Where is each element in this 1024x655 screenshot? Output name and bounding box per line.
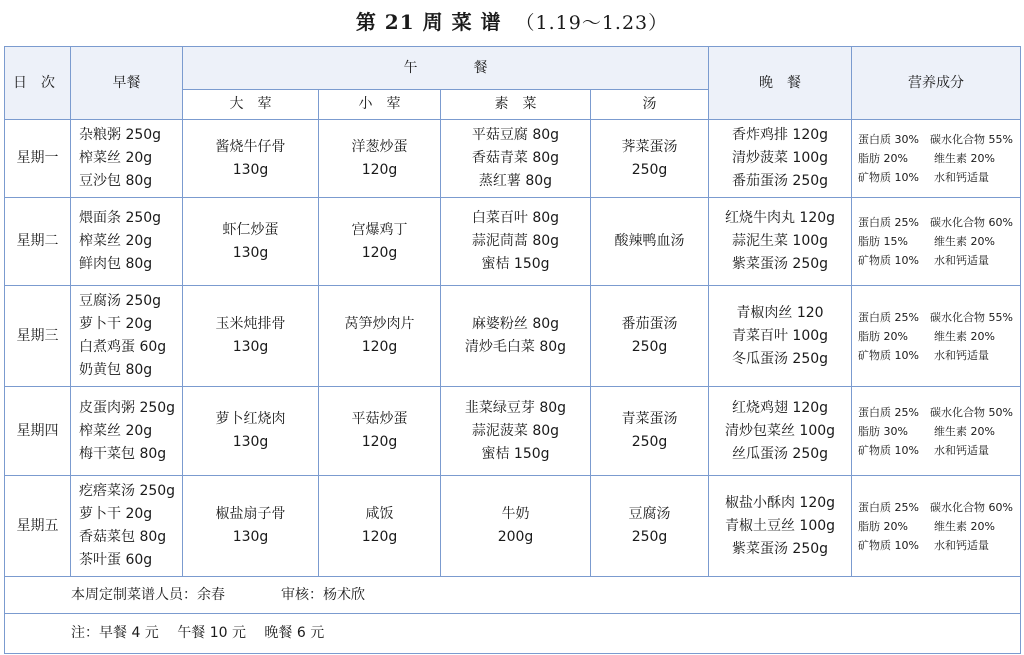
menu-item: 130g	[232, 161, 269, 178]
breakfast-cell	[71, 120, 183, 198]
header-small-meat: 小 荤	[319, 90, 441, 120]
vegetable-cell	[441, 387, 591, 476]
nutrient-value: 维生素 20%	[934, 235, 995, 248]
title-date-range: （1.19～1.23）	[515, 12, 669, 34]
nutrient-value: 脂肪 15%	[858, 235, 908, 248]
menu-item: 青菜百叶 100g	[731, 327, 829, 344]
menu-item: 青椒土豆丝 100g	[724, 517, 836, 534]
table-row	[5, 476, 1021, 577]
big-meat-cell	[183, 198, 319, 286]
day-cell: 星期一	[5, 120, 71, 198]
menu-item: 130g	[232, 339, 269, 355]
nutrition-row	[858, 251, 1020, 270]
menu-item: 萝卜干 20g	[79, 506, 153, 522]
header-soup: 汤	[591, 90, 709, 120]
menu-item: 玉米炖排骨	[215, 316, 286, 332]
menu-item: 煨面条 250g	[79, 210, 162, 226]
menu-item: 牛奶	[501, 506, 530, 522]
menu-item: 120g	[361, 434, 398, 450]
menu-item: 宫爆鸡丁	[351, 221, 408, 238]
small-meat-cell	[319, 286, 441, 387]
menu-item: 丝瓜蛋汤 250g	[731, 445, 829, 462]
menu-item: 酸辣鸭血汤	[614, 233, 685, 249]
menu-item: 蜜桔 150g	[481, 256, 550, 272]
vegetable-cell	[441, 198, 591, 286]
menu-item: 蒜泥菠菜 80g	[471, 422, 560, 439]
nutrient-value: 水和钙适量	[934, 348, 989, 362]
table-row	[5, 198, 1021, 286]
menu-item: 榨菜丝 20g	[79, 233, 153, 249]
menu-item: 130g	[232, 434, 269, 450]
nutrient-value: 水和钙适量	[934, 171, 989, 184]
nutrient-value: 水和钙适量	[934, 443, 989, 457]
breakfast-cell	[71, 286, 183, 387]
menu-item: 虾仁炒蛋	[222, 221, 279, 238]
vegetable-cell	[441, 286, 591, 387]
menu-item: 鲜肉包 80g	[79, 256, 153, 272]
nutrient-value: 蛋白质 25%	[858, 310, 919, 324]
nutrient-value: 碳水化合物 50%	[930, 405, 1013, 419]
menu-item: 豆腐汤 250g	[79, 293, 162, 309]
menu-body	[5, 120, 1021, 577]
menu-item: 豆沙包 80g	[79, 173, 153, 189]
nutrition-cell	[852, 120, 1021, 198]
weekly-menu-table	[4, 46, 1021, 654]
dinner-cell	[709, 286, 852, 387]
big-meat-cell	[183, 387, 319, 476]
nutrient-value: 脂肪 20%	[858, 329, 908, 343]
nutrient-value: 维生素 20%	[934, 424, 995, 438]
nutrient-value: 矿物质 10%	[858, 348, 919, 362]
menu-item: 120g	[361, 244, 398, 261]
nutrition-row	[858, 308, 1020, 327]
nutrition-row	[858, 498, 1020, 517]
menu-item: 椒盐扇子骨	[215, 506, 286, 522]
menu-item: 韭菜绿豆芽 80g	[464, 399, 567, 416]
day-cell: 星期三	[5, 286, 71, 387]
menu-item: 蒜泥茼蒿 80g	[471, 233, 560, 249]
menu-item: 250g	[631, 529, 668, 545]
nutrient-value: 碳水化合物 55%	[930, 133, 1013, 146]
menu-item: 蜜桔 150g	[481, 445, 550, 462]
nutrient-value: 矿物质 10%	[858, 538, 919, 552]
nutrient-value: 水和钙适量	[934, 254, 989, 267]
nutrient-value: 维生素 20%	[934, 152, 995, 165]
menu-item: 130g	[232, 529, 269, 545]
menu-item: 番茄蛋汤 250g	[731, 173, 829, 189]
header-lunch: 午 餐	[183, 47, 709, 90]
menu-item: 莴笋炒肉片	[344, 316, 415, 332]
menu-item: 120g	[361, 339, 398, 355]
nutrition-row	[858, 422, 1020, 441]
menu-item: 榨菜丝 20g	[79, 150, 153, 166]
nutrition-row	[858, 517, 1020, 536]
nutrition-row	[858, 346, 1020, 365]
menu-item: 青椒肉丝 120	[736, 304, 824, 321]
nutrient-value: 脂肪 20%	[858, 152, 908, 165]
header-vegetable: 素 菜	[441, 90, 591, 120]
menu-item: 清炒毛白菜 80g	[464, 339, 567, 355]
title-main: 第 21 周 菜 谱	[355, 10, 502, 34]
menu-item: 130g	[232, 244, 269, 261]
menu-item: 椒盐小酥肉 120g	[724, 494, 836, 511]
nutrient-value: 碳水化合物 55%	[930, 310, 1013, 324]
big-meat-cell	[183, 120, 319, 198]
soup-cell	[591, 198, 709, 286]
header-big-meat: 大 荤	[183, 90, 319, 120]
menu-item: 紫菜蛋汤 250g	[731, 256, 829, 272]
header-dinner: 晚 餐	[709, 47, 852, 120]
menu-item: 咸饭	[365, 506, 394, 522]
nutrient-value: 蛋白质 25%	[858, 405, 919, 419]
menu-item: 洋葱炒蛋	[351, 138, 408, 155]
menu-item: 香菇菜包 80g	[79, 529, 167, 545]
menu-item: 120g	[361, 529, 398, 545]
breakfast-cell	[71, 476, 183, 577]
nutrition-cell	[852, 387, 1021, 476]
dinner-cell	[709, 198, 852, 286]
big-meat-cell	[183, 286, 319, 387]
day-cell: 星期二	[5, 198, 71, 286]
small-meat-cell	[319, 387, 441, 476]
nutrition-row	[858, 232, 1020, 251]
menu-item: 萝卜干 20g	[79, 316, 153, 332]
menu-item: 清炒菠菜 100g	[731, 150, 829, 166]
menu-item: 皮蛋肉粥 250g	[79, 399, 176, 416]
menu-item: 梅干菜包 80g	[79, 445, 167, 462]
menu-item: 奶黄包 80g	[79, 362, 153, 378]
nutrient-value: 碳水化合物 60%	[930, 500, 1013, 514]
day-cell: 星期四	[5, 387, 71, 476]
menu-title	[0, 6, 1024, 35]
nutrient-value: 维生素 20%	[934, 329, 995, 343]
menu-item: 茶叶蛋 60g	[79, 552, 153, 568]
menu-item: 250g	[631, 339, 668, 355]
header-nutrition: 营养成分	[852, 47, 1021, 120]
small-meat-cell	[319, 476, 441, 577]
day-cell: 星期五	[5, 476, 71, 577]
nutrient-value: 蛋白质 30%	[858, 133, 919, 146]
nutrient-value: 脂肪 30%	[858, 424, 908, 438]
menu-item: 红烧牛肉丸 120g	[724, 210, 836, 226]
nutrient-value: 矿物质 10%	[858, 443, 919, 457]
menu-item: 250g	[631, 161, 668, 178]
vegetable-cell	[441, 476, 591, 577]
menu-item: 200g	[497, 529, 534, 545]
menu-item: 平菇炒蛋	[351, 411, 408, 427]
menu-item: 红烧鸡翅 120g	[731, 399, 829, 416]
nutrition-row	[858, 536, 1020, 555]
nutrition-cell	[852, 286, 1021, 387]
menu-item: 豆腐汤	[628, 506, 671, 522]
nutrition-row	[858, 403, 1020, 422]
soup-cell	[591, 476, 709, 577]
footer-price-note: 注：早餐 4 元 午餐 10 元 晚餐 6 元	[5, 614, 1021, 654]
menu-item: 白煮鸡蛋 60g	[79, 339, 167, 355]
nutrient-value: 矿物质 10%	[858, 171, 919, 184]
big-meat-cell	[183, 476, 319, 577]
menu-item: 平菇豆腐 80g	[471, 127, 560, 143]
menu-item: 香菇青菜 80g	[471, 150, 560, 166]
nutrition-row	[858, 213, 1020, 232]
menu-item: 榨菜丝 20g	[79, 422, 153, 439]
menu-item: 120g	[361, 161, 398, 178]
menu-item: 酱烧牛仔骨	[215, 138, 286, 155]
header-day: 日 次	[5, 47, 71, 120]
soup-cell	[591, 387, 709, 476]
menu-item: 紫菜蛋汤 250g	[731, 540, 829, 557]
menu-item: 冬瓜蛋汤 250g	[731, 350, 829, 367]
header-breakfast: 早餐	[71, 47, 183, 120]
menu-item: 番茄蛋汤	[621, 316, 678, 332]
vegetable-cell	[441, 120, 591, 198]
nutrient-value: 蛋白质 25%	[858, 500, 919, 514]
nutrition-row	[858, 327, 1020, 346]
nutrition-row	[858, 168, 1020, 187]
menu-item: 麻婆粉丝 80g	[471, 316, 560, 332]
dinner-cell	[709, 476, 852, 577]
menu-item: 蒜泥生菜 100g	[731, 233, 829, 249]
table-row	[5, 120, 1021, 198]
menu-item: 蒸红薯 80g	[478, 173, 553, 189]
nutrition-cell	[852, 476, 1021, 577]
footer-staff: 本周定制菜谱人员：余春 审核：杨术欣	[5, 577, 1021, 614]
nutrient-value: 维生素 20%	[934, 519, 995, 533]
dinner-cell	[709, 120, 852, 198]
breakfast-cell	[71, 387, 183, 476]
menu-item: 杂粮粥 250g	[79, 127, 162, 143]
nutrition-cell	[852, 198, 1021, 286]
nutrient-value: 矿物质 10%	[858, 254, 919, 267]
nutrient-value: 蛋白质 25%	[858, 216, 919, 229]
menu-item: 白菜百叶 80g	[471, 210, 560, 226]
menu-item: 疙瘩菜汤 250g	[79, 483, 176, 499]
nutrition-row	[858, 441, 1020, 460]
soup-cell	[591, 286, 709, 387]
breakfast-cell	[71, 198, 183, 286]
small-meat-cell	[319, 120, 441, 198]
menu-item: 萝卜红烧肉	[215, 411, 286, 427]
small-meat-cell	[319, 198, 441, 286]
table-row	[5, 286, 1021, 387]
menu-item: 250g	[631, 434, 668, 450]
menu-item: 荠菜蛋汤	[621, 138, 678, 155]
nutrient-value: 碳水化合物 60%	[930, 216, 1013, 229]
nutrient-value: 脂肪 20%	[858, 519, 908, 533]
menu-item: 清炒包菜丝 100g	[724, 422, 836, 439]
menu-item: 青菜蛋汤	[621, 411, 678, 427]
table-row	[5, 387, 1021, 476]
dinner-cell	[709, 387, 852, 476]
nutrition-row	[858, 149, 1020, 168]
soup-cell	[591, 120, 709, 198]
nutrient-value: 水和钙适量	[934, 538, 989, 552]
nutrition-row	[858, 130, 1020, 149]
menu-item: 香炸鸡排 120g	[731, 127, 829, 143]
